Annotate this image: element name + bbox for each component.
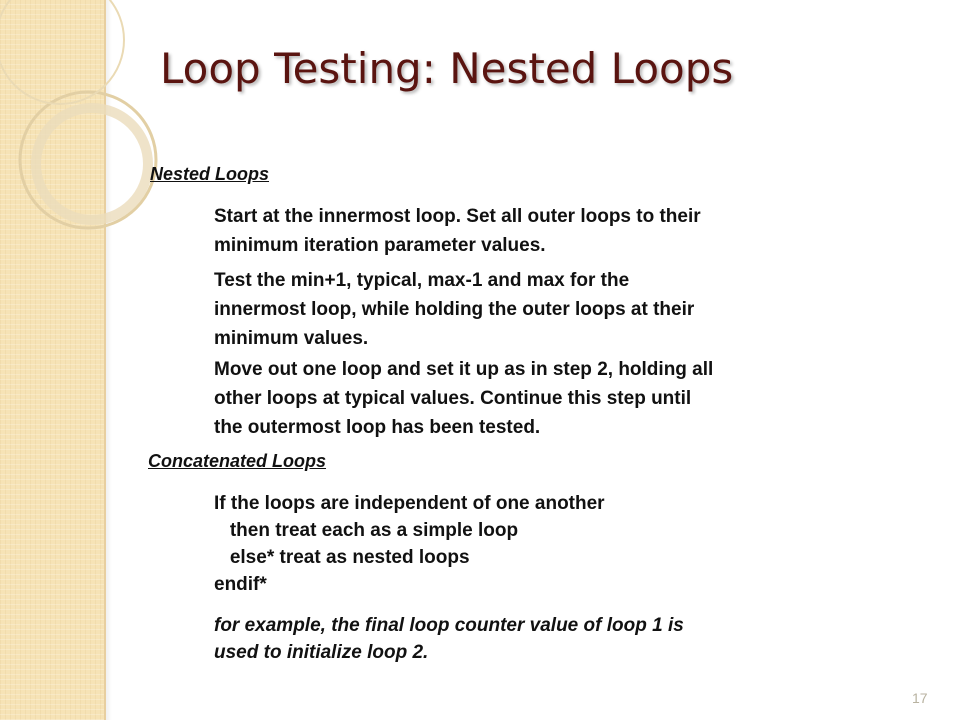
pseudocode-line: else* treat as nested loops bbox=[214, 547, 470, 568]
nested-loops-heading: Nested Loops bbox=[150, 164, 270, 184]
ring-inner bbox=[36, 108, 148, 220]
pseudocode-block bbox=[214, 490, 605, 598]
footnote-example: for example, the final loop counter value of loop 1 is used to initialize loop 2. bbox=[214, 615, 684, 663]
nested-step-1: Start at the innermost loop. Set all outer loops to their minimum iteration parameter values. bbox=[214, 206, 701, 256]
concatenated-loops-heading: Concatenated Loops bbox=[148, 451, 327, 471]
nested-step-2: Test the min+1, typical, max-1 and max for the innermost loop, while holding the outer loops at their minimum values. bbox=[214, 270, 695, 349]
slide-title: Loop Testing: Nested Loops bbox=[160, 44, 734, 93]
pseudocode-line: endif* bbox=[214, 574, 267, 595]
nested-step-3: Move out one loop and set it up as in step 2, holding all other loops at typical values. Continue this step until the outermost loop has been tested. bbox=[214, 359, 714, 438]
page-number: 17 bbox=[912, 690, 928, 706]
ring-top bbox=[0, 0, 124, 104]
pseudocode-line: then treat each as a simple loop bbox=[214, 520, 519, 541]
pseudocode-line: If the loops are independent of one another bbox=[214, 493, 605, 514]
